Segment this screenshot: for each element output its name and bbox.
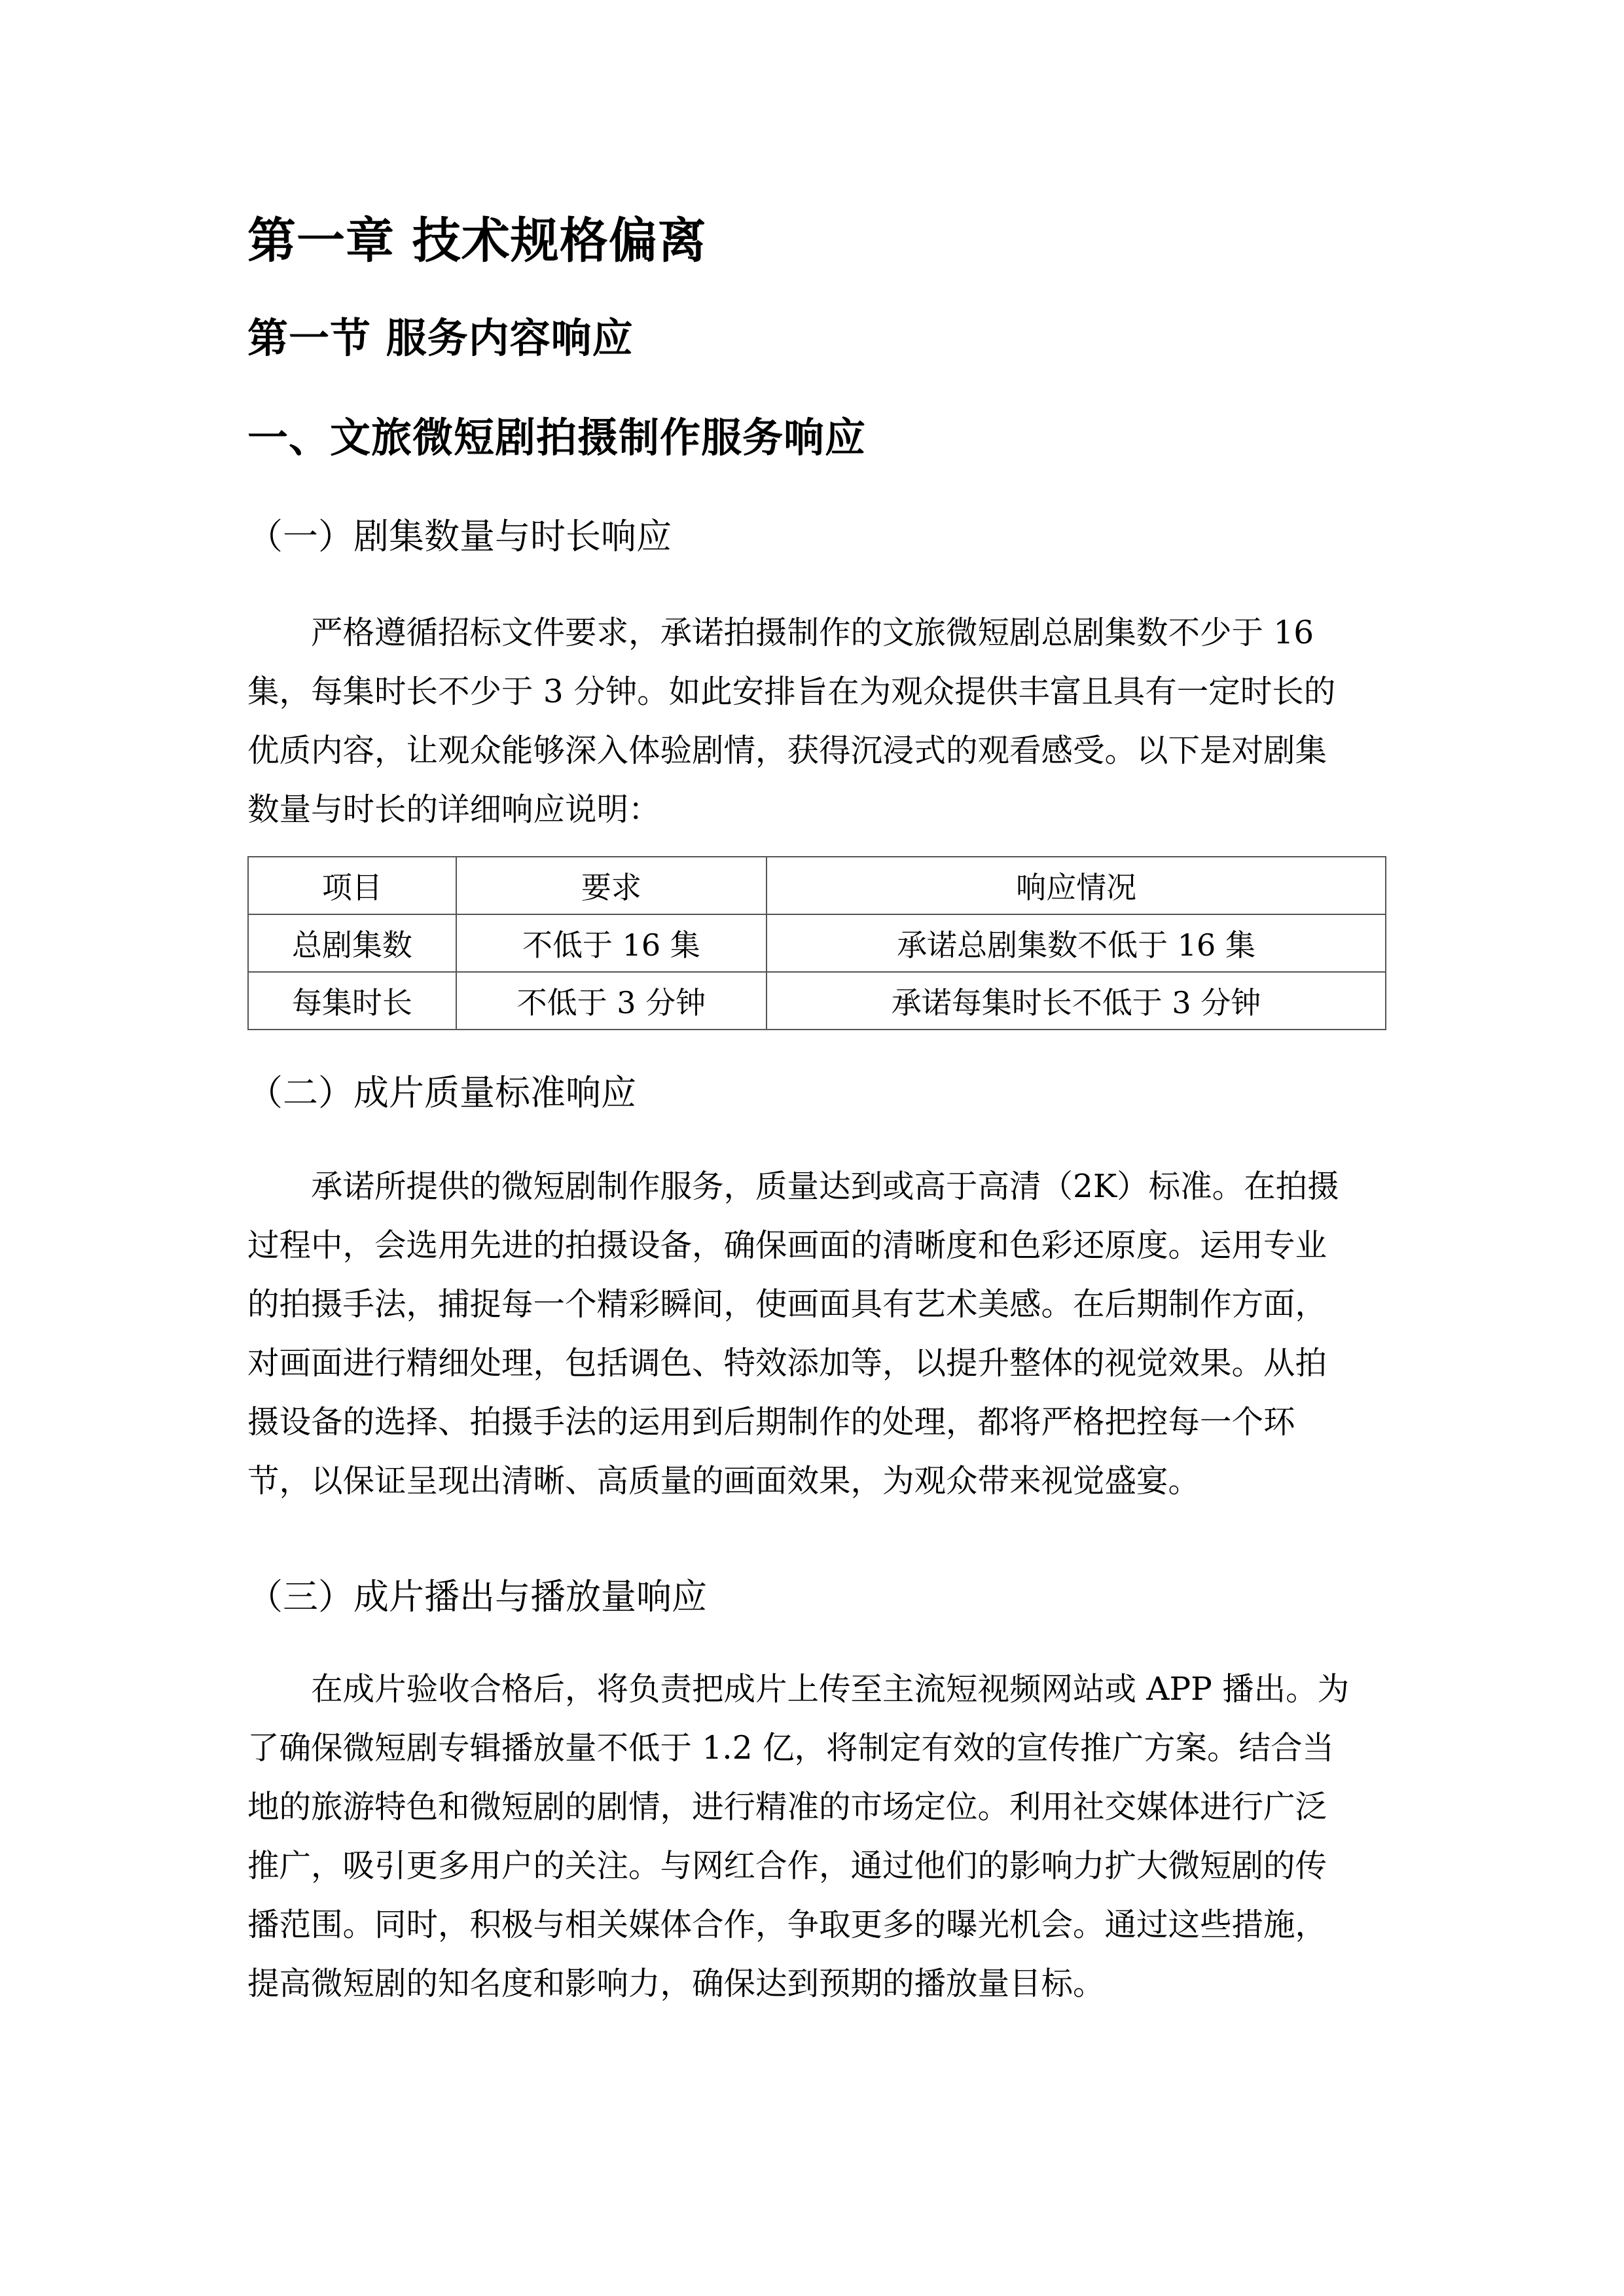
table-header-row	[248, 857, 1386, 914]
spec-table	[247, 856, 1386, 1030]
paragraph-line: 提高微短剧的知名度和影响力，确保达到预期的播放量目标。	[247, 1965, 1105, 2002]
item-paragraph-2	[247, 1157, 1380, 1511]
subsection-title: 一、文旅微短剧拍摄制作服务响应	[247, 414, 867, 461]
item-paragraph-1	[247, 603, 1380, 839]
paragraph-line: 数量与时长的详细响应说明：	[247, 791, 660, 828]
table-row	[248, 914, 1386, 972]
paragraph-line: 承诺所提供的微短剧制作服务，质量达到或高于高清（2K）标准。在拍摄	[311, 1168, 1339, 1205]
table-header-cell: 项目	[248, 857, 456, 914]
item-heading-1: （一）剧集数量与时长响应	[247, 516, 672, 557]
paragraph-line: 集，每集时长不少于 3 分钟。如此安排旨在为观众提供丰富且具有一定时长的	[247, 673, 1336, 710]
paragraph-line: 在成片验收合格后，将负责把成片上传至主流短视频网站或 APP 播出。为	[311, 1671, 1350, 1708]
table-cell: 不低于 16 集	[456, 914, 767, 972]
item-heading-3: （三）成片播出与播放量响应	[247, 1576, 707, 1617]
paragraph-line: 播范围。同时，积极与相关媒体合作，争取更多的曝光机会。通过这些措施，	[247, 1907, 1327, 1943]
section-title: 第一节 服务内容响应	[247, 314, 634, 362]
paragraph-line: 过程中，会选用先进的拍摄设备，确保画面的清晰度和色彩还原度。运用专业	[247, 1227, 1327, 1264]
paragraph-line: 推广，吸引更多用户的关注。与网红合作，通过他们的影响力扩大微短剧的传	[247, 1848, 1327, 1884]
table-cell: 总剧集数	[248, 914, 456, 972]
paragraph-line: 了确保微短剧专辑播放量不低于 1.2 亿，将制定有效的宣传推广方案。结合当	[247, 1730, 1334, 1767]
item-heading-2: （二）成片质量标准响应	[247, 1072, 636, 1113]
table-cell: 不低于 3 分钟	[456, 972, 767, 1030]
table-header-cell: 要求	[456, 857, 767, 914]
item-paragraph-3	[247, 1660, 1380, 2013]
table-row	[248, 972, 1386, 1030]
paragraph-line: 对画面进行精细处理，包括调色、特效添加等，以提升整体的视觉效果。从拍	[247, 1345, 1327, 1382]
paragraph-line: 地的旅游特色和微短剧的剧情，进行精准的市场定位。利用社交媒体进行广泛	[247, 1789, 1327, 1825]
table-cell: 承诺每集时长不低于 3 分钟	[767, 972, 1386, 1030]
chapter-title: 第一章 技术规格偏离	[247, 213, 707, 269]
table-cell: 每集时长	[248, 972, 456, 1030]
paragraph-line: 摄设备的选择、拍摄手法的运用到后期制作的处理，都将严格把控每一个环	[247, 1404, 1295, 1441]
table-header-cell: 响应情况	[767, 857, 1386, 914]
table-cell: 承诺总剧集数不低于 16 集	[767, 914, 1386, 972]
paragraph-line: 优质内容，让观众能够深入体验剧情，获得沉浸式的观看感受。以下是对剧集	[247, 732, 1327, 769]
paragraph-line: 严格遵循招标文件要求，承诺拍摄制作的文旅微短剧总剧集数不少于 16	[311, 615, 1314, 651]
paragraph-line: 的拍摄手法，捕捉每一个精彩瞬间，使画面具有艺术美感。在后期制作方面，	[247, 1286, 1327, 1323]
paragraph-line: 节，以保证呈现出清晰、高质量的画面效果，为观众带来视觉盛宴。	[247, 1463, 1200, 1499]
